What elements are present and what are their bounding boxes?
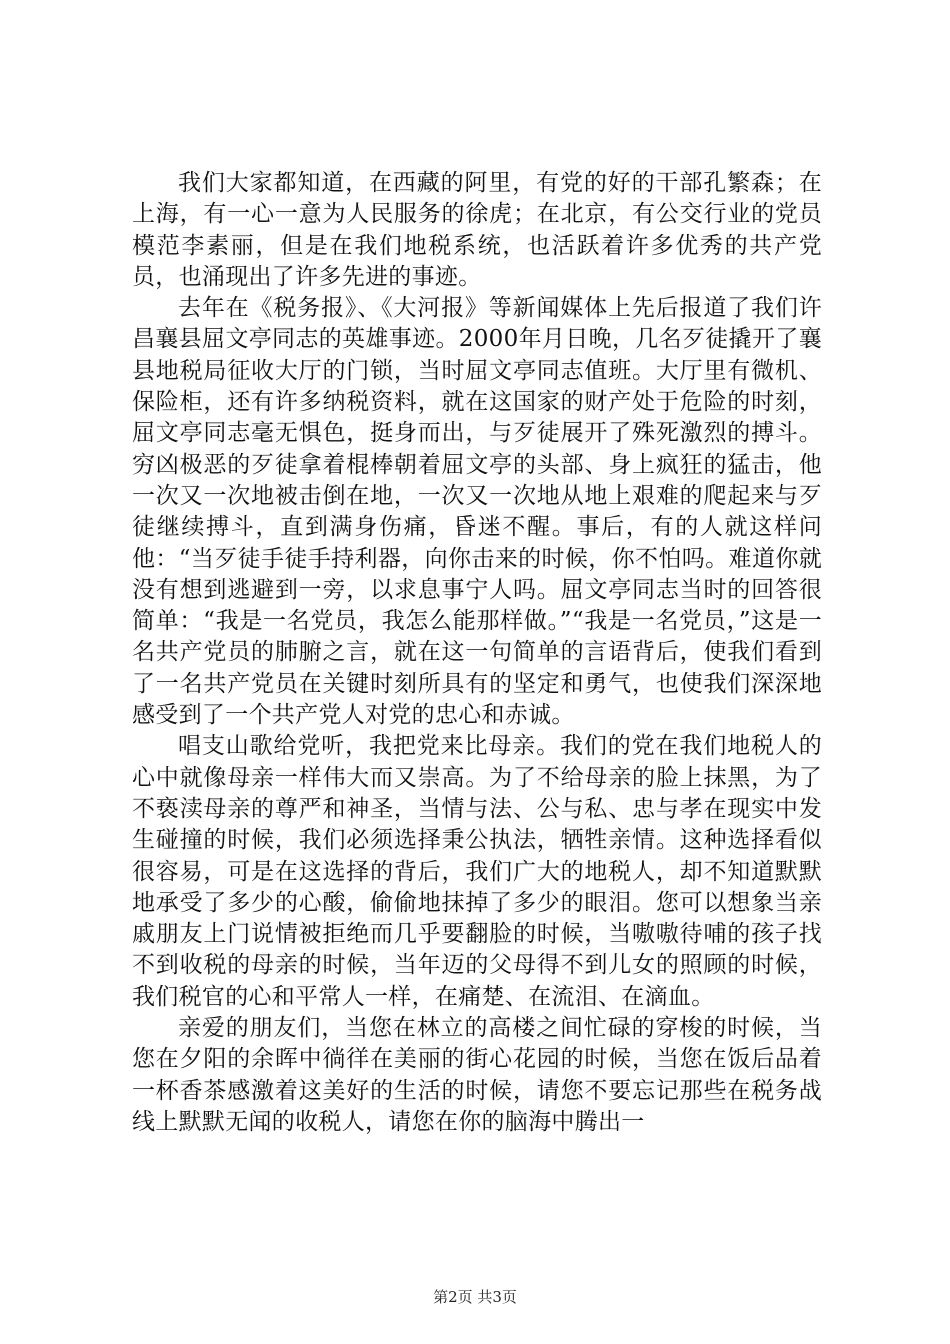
paragraph-3: 唱支山歌给党听，我把党来比母亲。我们的党在我们地税人的心中就像母亲一样伟大而又崇高。为了不给母亲的脸上抹黑，为了不亵渎母亲的尊严和神圣，当情与法、公与私、忠与孝在现实中发生碰撞的时候，我们必须选择秉公执法，牺牲亲情。这种选择看似很容易，可是在这选择的背后，我们广大的地税人，却不知道默默地承受了多少的心酸，偷偷地抹掉了多少的眼泪。您可以想象当亲戚朋友上门说情被拒绝而几乎要翻脸的时候，当嗷嗷待哺的孩子找不到收税的母亲的时候，当年迈的父母得不到儿女的照顾的时候，我们税官的心和平常人一样，在痛楚、在流泪、在滴血。 <box>132 733 822 1010</box>
paragraph-2: 去年在《税务报》、《大河报》等新闻媒体上先后报道了我们许昌襄县屈文亭同志的英雄事迹。2000年月日晚，几名歹徒撬开了襄县地税局征收大厅的门锁，当时屈文亭同志值班。大厅里有微机、保险柜，还有许多纳税资料，就在这国家的财产处于危险的时刻，屈文亭同志毫无惧色，挺身而出，与歹徒展开了殊死激烈的搏斗。穷凶极恶的歹徒拿着棍棒朝着屈文亭的头部、身上疯狂的猛击，他一次又一次地被击倒在地，一次又一次地从地上艰难的爬起来与歹徒继续搏斗，直到满身伤痛，昏迷不醒。事后，有的人就这样问他：“当歹徒手徒手持利器，向你击来的时候，你不怕吗。难道你就没有想到逃避到一旁，以求息事宁人吗。屈文亭同志当时的回答很简单：“我是一名党员，我怎么能那样做。”“我是一名党员，”这是一名共产党员的肺腑之言，就在这一句简单的言语背后，使我们看到了一名共产党员在关键时刻所具有的坚定和勇气，也使我们深深地感受到了一个共产党人对党的忠心和赤诚。 <box>132 295 822 729</box>
document-body <box>132 168 822 1138</box>
paragraph-4: 亲爱的朋友们，当您在林立的高楼之间忙碌的穿梭的时候，当您在夕阳的余晖中徜徉在美丽的街心花园的时候，当您在饭后品着一杯香茶感激着这美好的生活的时候，请您不要忘记那些在税务战线上默默无闻的收税人，请您在你的脑海中腾出一 <box>132 1015 822 1135</box>
page-footer: 第2页 共3页 <box>433 1288 517 1306</box>
paragraph-1: 我们大家都知道，在西藏的阿里，有党的好的干部孔繁森；在上海，有一心一意为人民服务的徐虎；在北京，有公交行业的党员模范李素丽，但是在我们地税系统，也活跃着许多优秀的共产党员，也涌现出了许多先进的事迹。 <box>132 170 822 290</box>
